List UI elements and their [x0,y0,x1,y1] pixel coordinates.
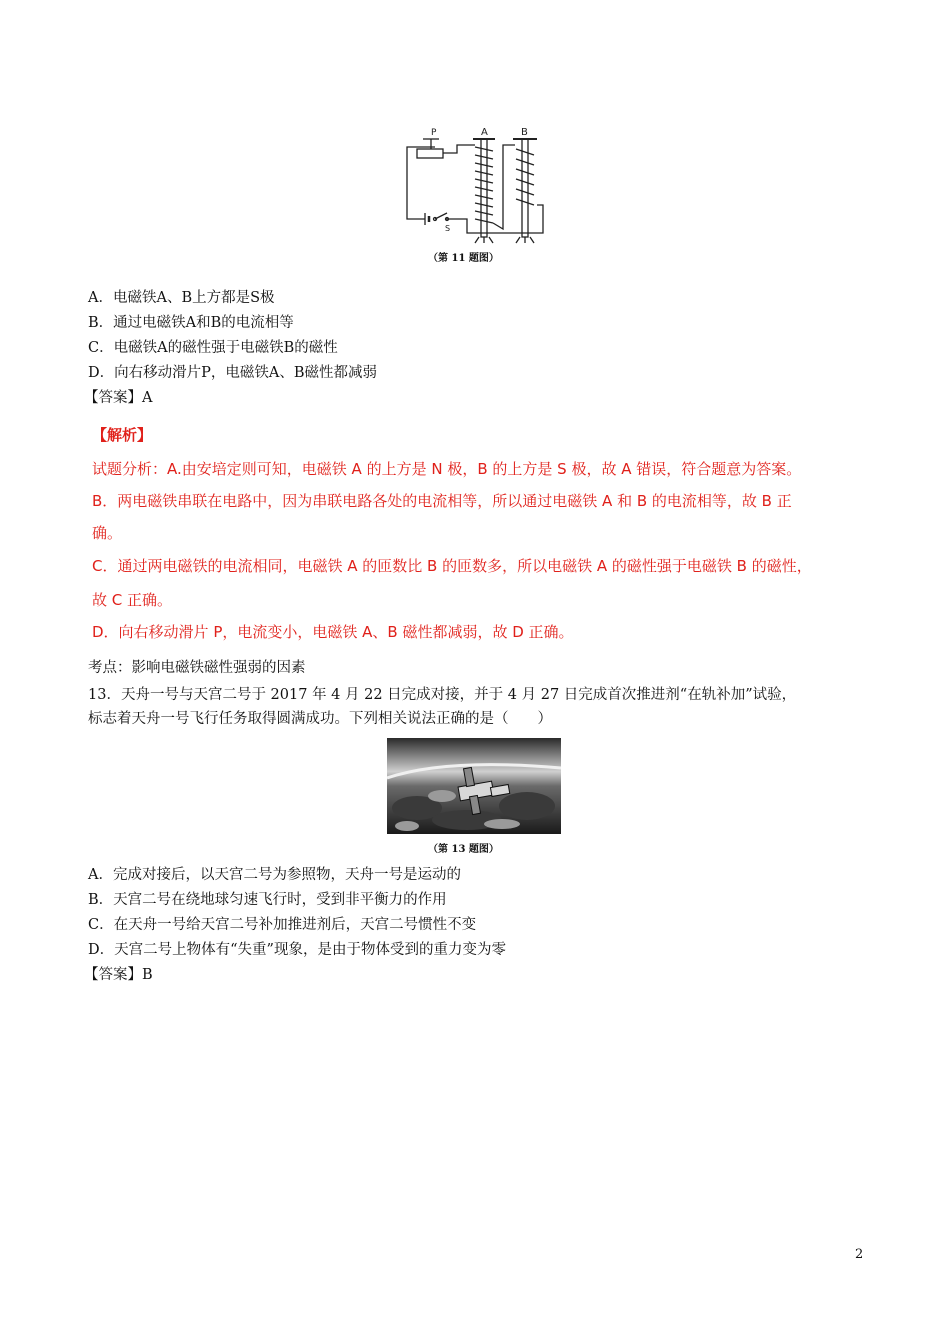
analysis-line: 确。 [92,524,123,542]
q11-answer: 【答案】A [84,390,153,406]
q13-option-a: A．完成对接后，以天宫二号为参照物，天舟一号是运动的 [88,867,461,883]
page-number: 2 [855,1247,864,1262]
figure-11 [395,125,555,265]
q13-option-d: D．天宫二号上物体有“失重”现象，是由于物体受到的重力变为零 [88,942,506,958]
figure-11-caption: （第 11 题图） [428,253,499,264]
q13-option-b: B．天宫二号在绕地球匀速飞行时，受到非平衡力的作用 [88,892,447,908]
label-p: P [431,128,437,138]
figure-13-caption: （第 13 题图） [428,844,499,855]
q11-option-d: D．向右移动滑片P，电磁铁A、B磁性都减弱 [88,365,378,381]
q13-answer: 【答案】B [84,967,153,983]
label-s: S [445,224,451,233]
q11-option-a: A．电磁铁A、B上方都是S极 [88,290,275,306]
q11-option-b: B．通过电磁铁A和B的电流相等 [88,315,294,331]
analysis-line: C．通过两电磁铁的电流相同，电磁铁 A 的匝数比 B 的匝数多，所以电磁铁 A 的磁性强于电磁铁 B 的磁性， [92,557,812,575]
analysis-line: D．向右移动滑片 P，电流变小，电磁铁 A、B 磁性都减弱，故 D 正确。 [92,623,574,641]
q13-stem-line2: 标志着天舟一号飞行任务取得圆满成功。下列相关说法正确的是（ ） [88,711,552,727]
kaodian: 考点：影响电磁铁磁性强弱的因素 [88,660,306,676]
analysis-line: 试题分析：A.由安培定则可知，电磁铁 A 的上方是 N 极，B 的上方是 S 极，故 A 错误，符合题意为答案。 [92,460,802,478]
q13-option-c: C．在天舟一号给天宫二号补加推进剂后，天宫二号惯性不变 [88,917,477,933]
label-a: A [481,127,488,138]
analysis-header: 【解析】 [92,426,153,444]
analysis-line: 故 C 正确。 [92,591,173,609]
q11-option-c: C．电磁铁A的磁性强于电磁铁B的磁性 [88,340,338,356]
space-station-image [387,738,561,834]
analysis-line: B．两电磁铁串联在电路中，因为串联电路各处的电流相等，所以通过电磁铁 A 和 B 的电流相等，故 B 正 [92,492,792,510]
figure-13-photo [387,738,561,834]
label-b: B [521,127,528,138]
electromagnet-circuit-diagram [395,125,555,245]
q13-stem-line1: 13．天舟一号与天宫二号于 2017 年 4 月 22 日完成对接，并于 4 月 27 日完成首次推进剂“在轨补加”试验， [88,687,797,703]
